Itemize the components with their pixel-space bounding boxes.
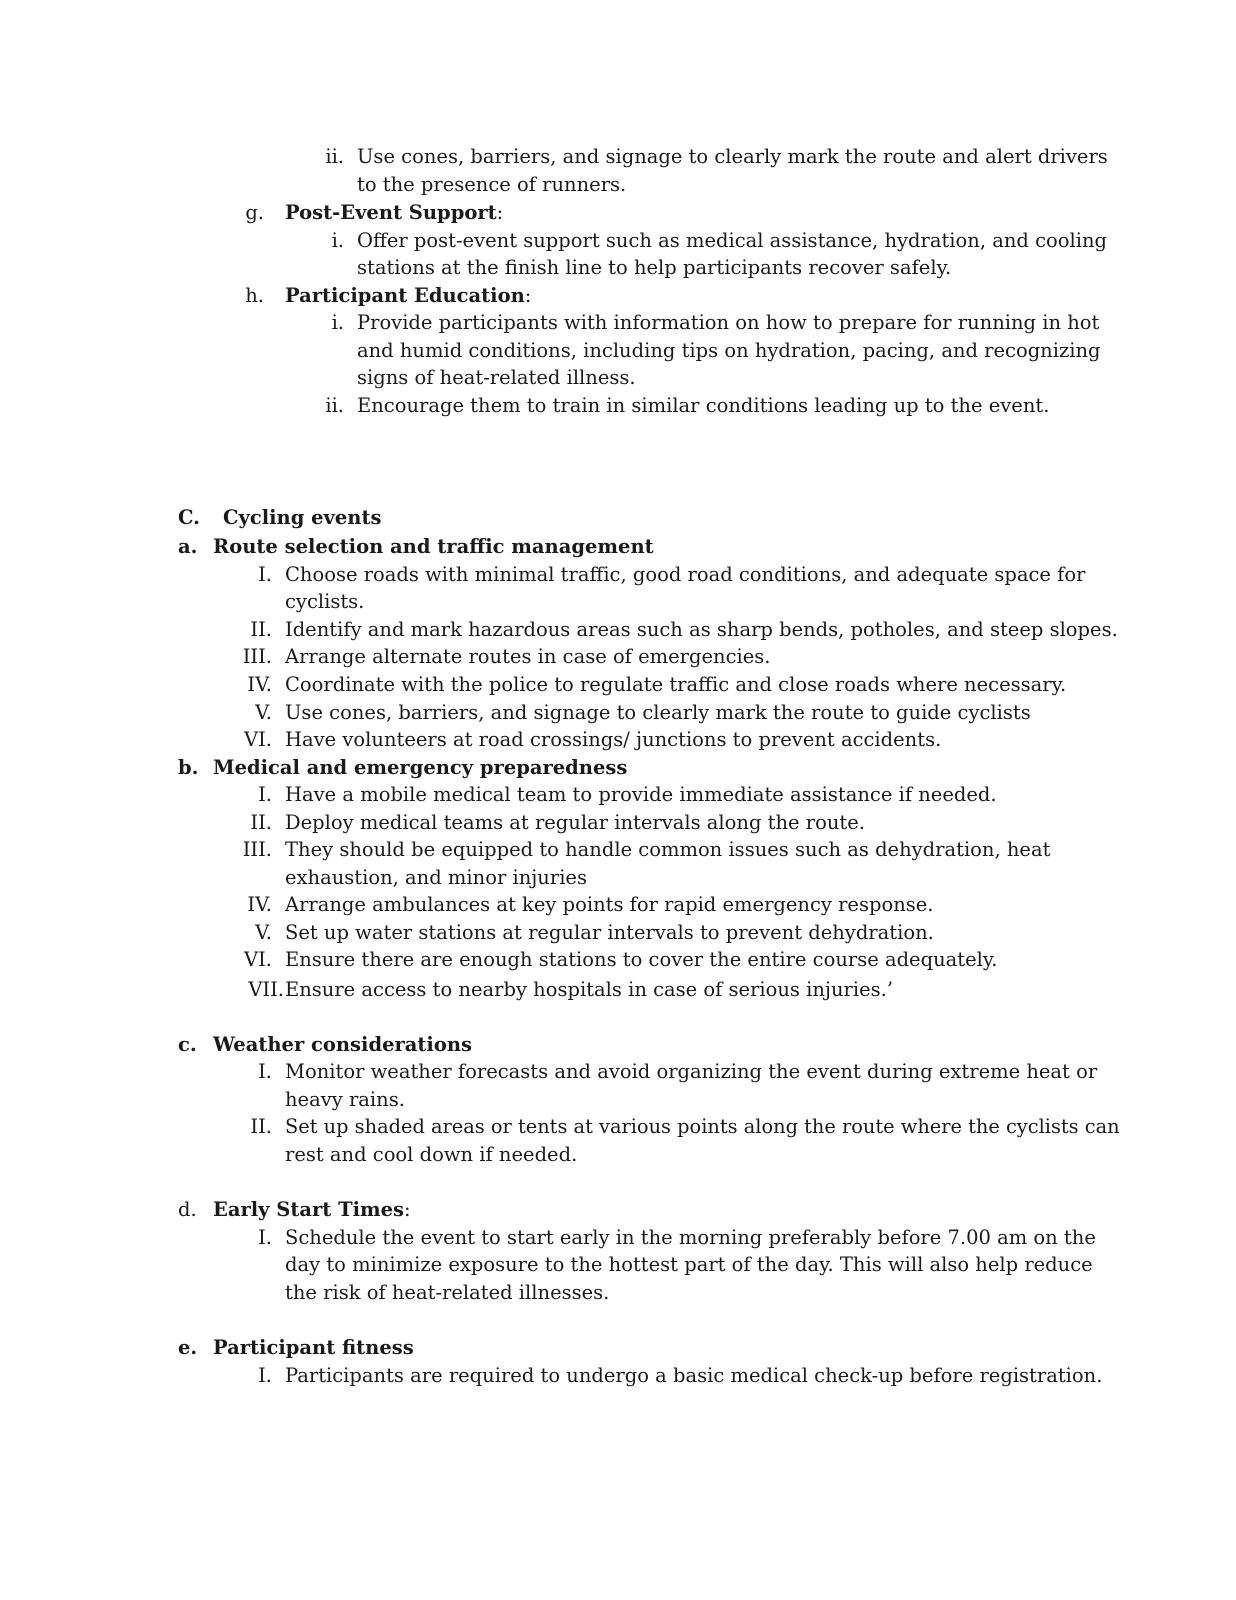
list-item-text: stations at the finish line to help participants recover safely. [357,256,952,279]
list-item-text: Participants are required to undergo a basic medical check-up before registration. [285,1364,1103,1387]
list-marker: VI. [244,728,272,751]
list-item-text: Encourage them to train in similar conditions leading up to the event. [357,394,1050,417]
list-item-text: Have volunteers at road crossings/ junctions to prevent accidents. [285,728,942,751]
subsection-heading: Post-Event Support: [285,201,504,224]
section-marker: C. [178,506,200,529]
list-item-text: the risk of heat-related illnesses. [285,1281,610,1304]
list-item-text: Arrange alternate routes in case of emergencies. [285,645,771,668]
list-item-text: Set up shaded areas or tents at various points along the route where the cyclists can [285,1115,1120,1138]
list-item-text: Have a mobile medical team to provide immediate assistance if needed. [285,783,997,806]
list-marker: VII. [248,978,284,1001]
list-item-text: Ensure there are enough stations to cover the entire course adequately. [285,948,998,971]
subsection-heading: Participant Education: [285,284,532,307]
subsection-marker: h. [245,284,264,307]
subsection-marker: a. [178,535,198,558]
list-item-text: Use cones, barriers, and signage to clearly mark the route to guide cyclists [285,701,1031,724]
list-marker: i. [331,229,344,252]
list-item-text: to the presence of runners. [357,173,627,196]
list-marker: ii. [325,145,344,168]
list-marker: I. [258,563,272,586]
list-marker: i. [331,311,344,334]
subsection-heading: Weather considerations [213,1033,472,1056]
subsection-marker: g. [245,201,264,224]
subsection-heading: Participant fitness [213,1336,414,1359]
list-marker: II. [250,618,272,641]
list-item-text: Use cones, barriers, and signage to clearly mark the route and alert drivers [357,145,1108,168]
subsection-heading: Route selection and traffic management [213,535,654,558]
list-item-text: Arrange ambulances at key points for rapid emergency response. [285,893,934,916]
list-item-text: cyclists. [285,590,365,613]
list-item-text: Monitor weather forecasts and avoid organizing the event during extreme heat or [285,1060,1098,1083]
list-item-text: Set up water stations at regular intervals to prevent dehydration. [285,921,934,944]
list-item-text: and humid conditions, including tips on hydration, pacing, and recognizing [357,339,1101,362]
list-marker: ii. [325,394,344,417]
list-marker: V. [255,701,272,724]
list-item-text: Identify and mark hazardous areas such as sharp bends, potholes, and steep slopes. [285,618,1118,641]
list-item-text: They should be equipped to handle common issues such as dehydration, heat [285,838,1051,861]
list-item-text: heavy rains. [285,1088,405,1111]
list-marker: V. [255,921,272,944]
subsection-heading: Early Start Times: [213,1198,411,1221]
subsection-marker: b. [178,756,199,779]
list-marker: I. [258,1060,272,1083]
list-item-text: Offer post-event support such as medical assistance, hydration, and cooling [357,229,1107,252]
list-marker: I. [258,1364,272,1387]
list-item-text: day to minimize exposure to the hottest part of the day. This will also help reduce [285,1253,1093,1276]
list-item-text: Deploy medical teams at regular intervals along the route. [285,811,865,834]
section-title: Cycling events [223,506,382,529]
list-marker: VI. [244,948,272,971]
list-item-text: signs of heat-related illness. [357,366,636,389]
subsection-marker: d. [178,1198,197,1221]
list-item-text: exhaustion, and minor injuries [285,866,587,889]
subsection-marker: c. [178,1033,197,1056]
list-marker: IV. [247,673,272,696]
list-item-text: Coordinate with the police to regulate traffic and close roads where necessary. [285,673,1067,696]
list-marker: II. [250,811,272,834]
subsection-marker: e. [178,1336,198,1359]
list-marker: III. [242,645,272,668]
list-marker: III. [242,838,272,861]
list-item-text: Provide participants with information on how to prepare for running in hot [357,311,1100,334]
list-item-text: Choose roads with minimal traffic, good road conditions, and adequate space for [285,563,1086,586]
subsection-heading: Medical and emergency preparedness [213,756,628,779]
list-item-text: Ensure access to nearby hospitals in case of serious injuries.’ [285,978,894,1001]
list-marker: II. [250,1115,272,1138]
list-item-text: Schedule the event to start early in the morning preferably before 7.00 am on the [285,1226,1096,1249]
list-marker: I. [258,1226,272,1249]
list-marker: IV. [247,893,272,916]
list-marker: I. [258,783,272,806]
list-item-text: rest and cool down if needed. [285,1143,578,1166]
